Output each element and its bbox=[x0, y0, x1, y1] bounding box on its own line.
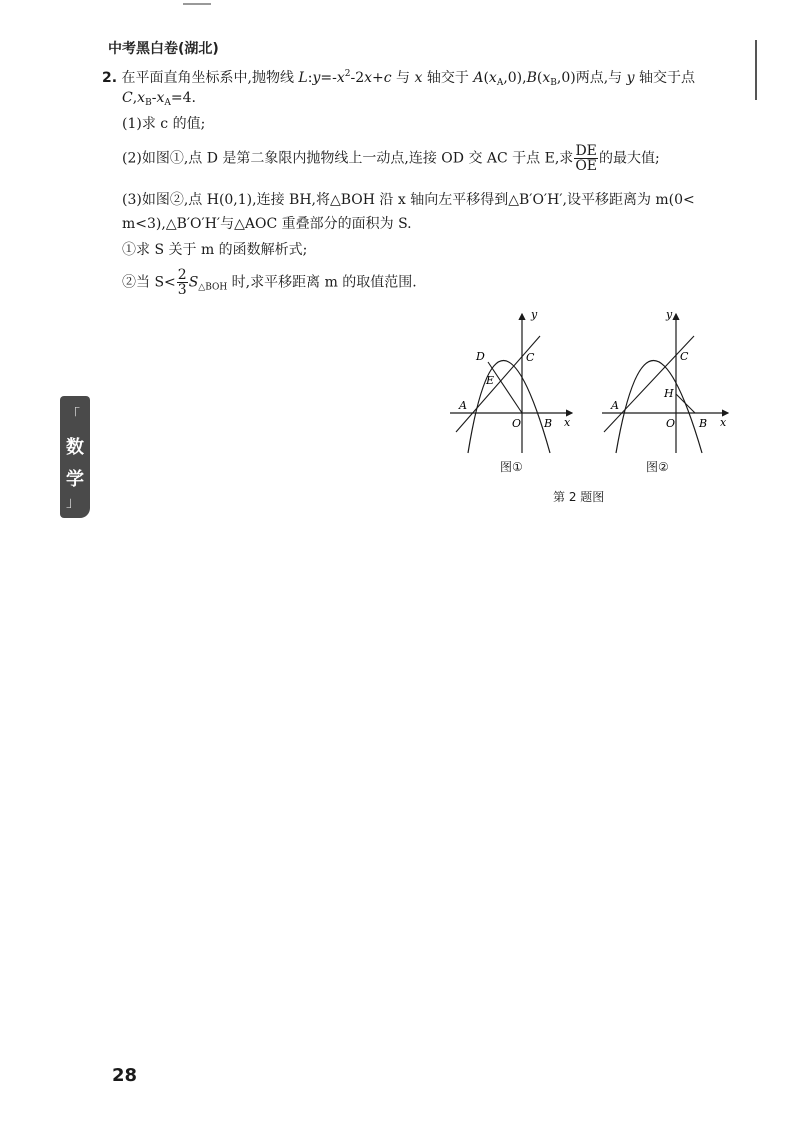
fraction-denominator: OE bbox=[575, 158, 598, 174]
figure-1-diagram bbox=[440, 308, 580, 458]
label-b: B bbox=[544, 417, 553, 430]
tab-bracket-top: 「 bbox=[66, 407, 80, 423]
tab-bracket-bottom: 」 bbox=[66, 495, 80, 511]
label-e: E bbox=[486, 374, 495, 387]
subject-char-2: 学 bbox=[66, 469, 84, 490]
figure-1 bbox=[440, 308, 580, 458]
figure-2-diagram bbox=[596, 308, 736, 458]
area-symbol: S bbox=[188, 274, 199, 291]
fraction-numerator: 2 bbox=[177, 267, 187, 283]
figures-title: 第 2 题图 bbox=[553, 490, 605, 504]
book-header: 中考黑白卷(湖北) bbox=[108, 41, 219, 57]
label-o: O bbox=[512, 417, 522, 430]
parabola bbox=[468, 361, 553, 454]
fraction-numerator: DE bbox=[575, 143, 597, 159]
stem-text: 在平面直角坐标系中,抛物线 $L:y=-x^2-2x+c$ 与 x 轴交于 $A(x_A,0),B(x_B,0)$两点,与 y 轴交于点 bbox=[121, 69, 695, 88]
label-o: O bbox=[666, 417, 676, 430]
label-a: A bbox=[611, 399, 619, 412]
margin-rule bbox=[755, 40, 757, 100]
sub-2-prefix: ②当 S< bbox=[122, 274, 176, 291]
question-number: 2. bbox=[102, 70, 118, 86]
label-b: B bbox=[699, 417, 708, 430]
subject-side-tab bbox=[60, 396, 90, 518]
subject-label bbox=[64, 432, 86, 496]
figure-1-caption: 图① bbox=[500, 460, 523, 474]
label-y: y bbox=[666, 308, 673, 321]
label-x: x bbox=[564, 416, 571, 429]
figure-2-caption: 图② bbox=[646, 460, 669, 474]
label-d: D bbox=[476, 350, 485, 363]
part-2-suffix: 的最大值; bbox=[599, 150, 660, 167]
label-y: y bbox=[531, 308, 538, 321]
fraction-two-thirds bbox=[177, 268, 188, 297]
fraction-denominator: 3 bbox=[177, 282, 187, 298]
part-3-line-1: (3)如图②,点 H(0,1),连接 BH,将△BOH 沿 x 轴向左平移得到△B′O′H′,设平移距离为 m(0< bbox=[122, 192, 695, 208]
page-number: 28 bbox=[112, 1065, 138, 1086]
scan-mark bbox=[183, 3, 211, 5]
fraction-de-oe bbox=[574, 144, 598, 173]
label-h: H bbox=[664, 387, 674, 400]
figure-2 bbox=[596, 308, 736, 458]
part-3-sub-2 bbox=[122, 268, 417, 300]
sub-2-suffix: 时,求平移距离 m 的取值范围. bbox=[227, 274, 417, 291]
part-3-sub-1: ①求 S 关于 m 的函数解析式; bbox=[122, 242, 308, 258]
part-3-line-2: m<3),△B′O′H′与△AOC 重叠部分的面积为 S. bbox=[122, 216, 412, 232]
label-x: x bbox=[720, 416, 727, 429]
label-c: C bbox=[526, 351, 535, 364]
segment-bh bbox=[676, 394, 695, 413]
problem-stem-line-2: $C,x_B-x_A=4$. bbox=[122, 90, 196, 108]
area-subscript: △BOH bbox=[198, 282, 228, 293]
subject-char-1: 数 bbox=[66, 437, 84, 458]
label-a: A bbox=[459, 399, 467, 412]
label-c: C bbox=[680, 350, 689, 363]
part-1: (1)求 c 的值; bbox=[122, 116, 206, 132]
part-2-prefix: (2)如图①,点 D 是第二象限内抛物线上一动点,连接 OD 交 AC 于点 E,求 bbox=[122, 150, 574, 167]
part-2 bbox=[122, 144, 660, 173]
